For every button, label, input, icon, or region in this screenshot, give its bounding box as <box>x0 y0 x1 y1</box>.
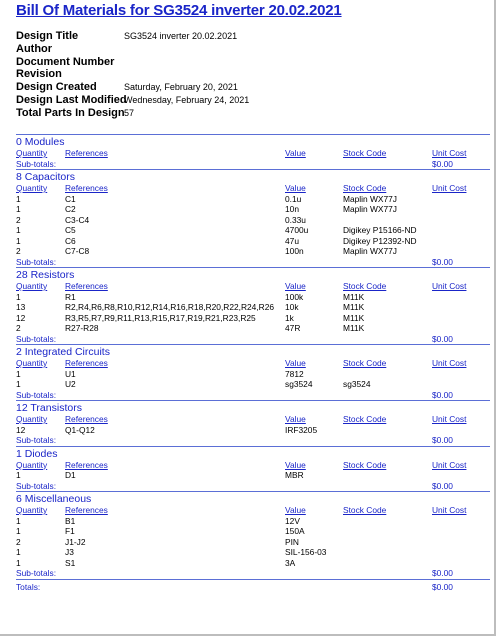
subtotal-cost: $0.00 <box>432 568 453 578</box>
cell-references: C3-C4 <box>65 214 90 225</box>
table-row <box>16 313 490 324</box>
cell-value: 100k <box>285 291 304 302</box>
subtotal-row <box>16 159 490 170</box>
header-references[interactable]: References <box>65 358 108 368</box>
header-unit-cost[interactable]: Unit Cost <box>432 414 467 424</box>
cell-stock-code: Digikey P12392-ND <box>343 235 417 246</box>
cell-references: C5 <box>65 225 76 235</box>
subtotal-label: Sub-totals: <box>16 256 57 267</box>
cell-references: J1-J2 <box>65 536 86 547</box>
cell-quantity: 1 <box>16 193 21 204</box>
cell-value: 47R <box>285 323 301 333</box>
cell-value: 0.1u <box>285 193 302 204</box>
cell-stock-code: M11K <box>343 302 365 312</box>
group-separator <box>16 267 490 268</box>
cell-quantity: 1 <box>16 204 21 214</box>
subtotal-label: Sub-totals: <box>16 158 57 169</box>
cell-references: U2 <box>65 379 76 389</box>
header-quantity[interactable]: Quantity <box>16 505 48 515</box>
cell-quantity: 1 <box>16 515 21 526</box>
header-value[interactable]: Value <box>285 459 306 470</box>
cell-references: C2 <box>65 204 76 214</box>
subtotal-row <box>16 334 490 345</box>
column-header-row <box>16 460 490 471</box>
column-header-row <box>16 281 490 292</box>
cell-references: F1 <box>65 526 75 536</box>
cell-stock-code: Maplin WX77J <box>343 204 397 214</box>
subtotal-row <box>16 390 490 401</box>
cell-quantity: 2 <box>16 536 21 547</box>
header-quantity[interactable]: Quantity <box>16 183 48 193</box>
subtotal-cost: $0.00 <box>432 158 453 169</box>
header-quantity[interactable]: Quantity <box>16 358 48 368</box>
totals-row <box>16 582 490 593</box>
subtotal-row <box>16 257 490 268</box>
cell-stock-code: Digikey P15166-ND <box>343 225 417 235</box>
group-title: 0 Modules <box>16 136 65 148</box>
header-stock-code[interactable]: Stock Code <box>343 148 387 158</box>
header-value[interactable]: Value <box>285 505 306 515</box>
cell-value: MBR <box>285 470 304 480</box>
cell-quantity: 2 <box>16 246 21 256</box>
cell-quantity: 2 <box>16 214 21 225</box>
group-separator <box>16 134 490 135</box>
cell-quantity: 1 <box>16 291 21 302</box>
subtotal-label: Sub-totals: <box>16 480 57 491</box>
header-unit-cost[interactable]: Unit Cost <box>432 459 467 470</box>
group-separator <box>16 400 490 401</box>
header-quantity[interactable]: Quantity <box>16 459 48 470</box>
cell-references: D1 <box>65 470 76 480</box>
header-unit-cost[interactable]: Unit Cost <box>432 183 467 193</box>
column-header-row <box>16 505 490 516</box>
group-separator <box>16 344 490 345</box>
cell-quantity: 1 <box>16 557 21 568</box>
column-header-row <box>16 358 490 369</box>
table-row <box>16 194 490 205</box>
cell-stock-code: M11K <box>343 291 365 302</box>
cell-quantity: 1 <box>16 470 21 480</box>
group-title: 28 Resistors <box>16 269 75 281</box>
cell-stock-code: M11K <box>343 312 365 323</box>
component-group <box>16 267 490 344</box>
table-row <box>16 323 490 334</box>
subtotal-cost: $0.00 <box>432 435 453 445</box>
meta-label: Document Number <box>16 55 115 68</box>
column-header-row <box>16 183 490 194</box>
meta-label: Revision <box>16 68 62 81</box>
component-group <box>16 134 490 169</box>
component-group <box>16 400 490 446</box>
cell-quantity: 1 <box>16 547 21 557</box>
cell-references: R27-R28 <box>65 323 99 333</box>
meta-value: Wednesday, February 24, 2021 <box>124 94 250 105</box>
table-row <box>16 558 490 569</box>
cell-value: SIL-156-03 <box>285 547 327 557</box>
meta-value: SG3524 inverter 20.02.2021 <box>124 31 238 41</box>
cell-value: PIN <box>285 536 299 547</box>
cell-quantity: 2 <box>16 323 21 333</box>
header-quantity[interactable]: Quantity <box>16 414 48 424</box>
subtotal-label: Sub-totals: <box>16 435 57 445</box>
header-references[interactable]: References <box>65 183 108 193</box>
meta-label: Design Last Modified <box>16 93 127 106</box>
table-row <box>16 204 490 215</box>
cell-references: J3 <box>65 547 74 557</box>
cell-value: 7812 <box>285 368 304 379</box>
group-title: 12 Transistors <box>16 402 82 414</box>
cell-value: 0.33u <box>285 214 306 225</box>
table-row <box>16 526 490 537</box>
cell-value: 10k <box>285 302 299 312</box>
header-unit-cost[interactable]: Unit Cost <box>432 148 467 158</box>
header-value[interactable]: Value <box>285 358 306 368</box>
cell-quantity: 1 <box>16 235 21 246</box>
cell-stock-code: M11K <box>343 323 365 333</box>
header-references[interactable]: References <box>65 505 108 515</box>
header-quantity[interactable]: Quantity <box>16 281 48 291</box>
cell-quantity: 1 <box>16 526 21 536</box>
header-stock-code[interactable]: Stock Code <box>343 505 387 515</box>
meta-label: Design Title <box>16 30 79 42</box>
cell-references: C6 <box>65 235 76 246</box>
header-unit-cost[interactable]: Unit Cost <box>432 281 467 291</box>
cell-quantity: 12 <box>16 312 26 323</box>
component-group <box>16 344 490 400</box>
header-references[interactable]: References <box>65 414 108 424</box>
cell-references: R2,R4,R6,R8,R10,R12,R14,R16,R18,R20,R22,R24,R26 <box>65 302 275 312</box>
table-row <box>16 379 490 390</box>
group-separator <box>16 446 490 447</box>
meta-label: Design Created <box>16 81 97 94</box>
table-row <box>16 547 490 558</box>
table-row <box>16 302 490 313</box>
table-row <box>16 246 490 257</box>
table-row <box>16 225 490 236</box>
header-references[interactable]: References <box>65 148 108 158</box>
bom-table <box>16 134 490 592</box>
header-stock-code[interactable]: Stock Code <box>343 281 387 291</box>
group-title: 8 Capacitors <box>16 171 75 183</box>
table-row <box>16 215 490 226</box>
meta-value: Saturday, February 20, 2021 <box>124 82 238 93</box>
table-row <box>16 292 490 303</box>
table-row <box>16 537 490 548</box>
cell-value: 3A <box>285 557 296 568</box>
cell-value: 4700u <box>285 225 309 235</box>
cell-value: 100n <box>285 246 304 256</box>
cell-quantity: 12 <box>16 424 26 435</box>
subtotal-cost: $0.00 <box>432 333 453 344</box>
totals-separator <box>16 579 490 580</box>
cell-quantity: 1 <box>16 368 21 379</box>
cell-references: B1 <box>65 515 76 526</box>
cell-value: IRF3205 <box>285 424 318 435</box>
header-value[interactable]: Value <box>285 148 306 158</box>
subtotal-row <box>16 435 490 446</box>
group-separator <box>16 169 490 170</box>
table-row <box>16 369 490 380</box>
header-value[interactable]: Value <box>285 414 306 424</box>
totals-cost: $0.00 <box>432 581 453 592</box>
header-value[interactable]: Value <box>285 183 306 193</box>
cell-references: R1 <box>65 291 76 302</box>
subtotal-row <box>16 481 490 492</box>
cell-stock-code: sg3524 <box>343 379 371 389</box>
cell-stock-code: Maplin WX77J <box>343 246 397 256</box>
component-group <box>16 446 490 492</box>
cell-value: 10n <box>285 204 299 214</box>
cell-value: 1k <box>285 312 294 323</box>
meta-label: Author <box>16 42 53 55</box>
header-quantity[interactable]: Quantity <box>16 148 48 158</box>
cell-references: S1 <box>65 557 76 568</box>
group-title: 1 Diodes <box>16 447 58 460</box>
header-references[interactable]: References <box>65 459 108 470</box>
subtotal-cost: $0.00 <box>432 256 453 267</box>
column-header-row <box>16 148 490 159</box>
table-row <box>16 425 490 436</box>
column-header-row <box>16 414 490 425</box>
header-references[interactable]: References <box>65 281 108 291</box>
group-separator <box>16 491 490 492</box>
cell-quantity: 13 <box>16 302 26 312</box>
subtotal-label: Sub-totals: <box>16 333 57 344</box>
table-row <box>16 470 490 481</box>
header-stock-code[interactable]: Stock Code <box>343 414 387 424</box>
component-group <box>16 169 490 267</box>
group-title: 2 Integrated Circuits <box>16 346 110 358</box>
cell-value: sg3524 <box>285 379 313 389</box>
cell-stock-code: Maplin WX77J <box>343 193 397 204</box>
table-row <box>16 516 490 527</box>
cell-references: C7-C8 <box>65 246 90 256</box>
cell-references: C1 <box>65 193 76 204</box>
cell-references: Q1-Q12 <box>65 424 95 435</box>
table-row <box>16 236 490 247</box>
totals-label: Totals: <box>16 581 41 592</box>
header-value[interactable]: Value <box>285 281 306 291</box>
subtotal-cost: $0.00 <box>432 480 453 491</box>
cell-quantity: 1 <box>16 225 21 235</box>
component-group <box>16 491 490 579</box>
header-stock-code[interactable]: Stock Code <box>343 183 387 193</box>
cell-value: 12V <box>285 515 300 526</box>
meta-label: Total Parts In Design <box>16 106 125 119</box>
meta-value: 57 <box>124 107 135 118</box>
header-stock-code[interactable]: Stock Code <box>343 459 387 470</box>
cell-references: R3,R5,R7,R9,R11,R13,R15,R17,R19,R21,R23,R25 <box>65 312 256 323</box>
subtotal-row <box>16 568 490 579</box>
header-stock-code[interactable]: Stock Code <box>343 358 387 368</box>
subtotal-label: Sub-totals: <box>16 568 57 578</box>
cell-references: U1 <box>65 368 76 379</box>
header-unit-cost[interactable]: Unit Cost <box>432 505 467 515</box>
cell-value: 47u <box>285 235 299 246</box>
subtotal-cost: $0.00 <box>432 389 453 400</box>
report-title[interactable]: Bill Of Materials for SG3524 inverter 20.02.2021 <box>16 2 342 19</box>
cell-value: 150A <box>285 526 305 536</box>
subtotal-label: Sub-totals: <box>16 389 57 400</box>
cell-quantity: 1 <box>16 379 21 389</box>
group-title: 6 Miscellaneous <box>16 493 92 505</box>
header-unit-cost[interactable]: Unit Cost <box>432 358 467 368</box>
